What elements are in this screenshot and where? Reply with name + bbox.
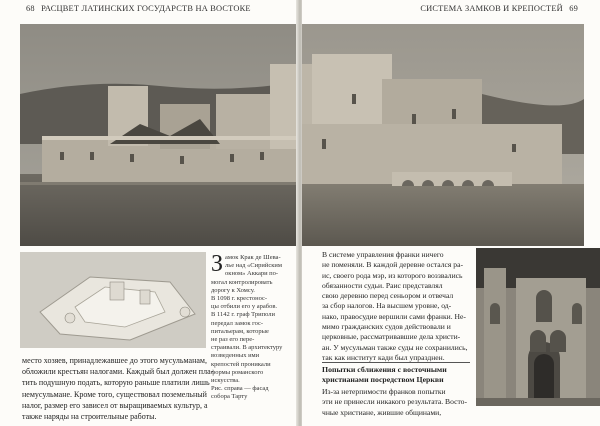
body-line: обложили крестьян налогами. Каждый был должен пла- — [22, 367, 214, 377]
caption-line: искусства. — [211, 377, 240, 385]
caption-line: цы отбили его у арабов. — [211, 303, 278, 311]
left-body-text — [22, 355, 292, 422]
caption-line: окном» Аккари по- — [225, 270, 279, 278]
body-line: ис, своего рода мэр, из которого воззвались — [322, 270, 463, 280]
heading-line: Попытки сближения с восточными — [322, 365, 447, 374]
body-line: тить подушную подать, которую раньше платили лишь — [22, 378, 210, 388]
body-line: ан. У мусульман также суды не сохранились, — [322, 342, 468, 352]
right-page-number: 69 — [569, 4, 578, 13]
body-line: немусульмане. Кроме того, существовал поземельный — [22, 389, 207, 399]
body-line: также наряды на строительные работы. — [22, 412, 157, 422]
caption-line: не раз его пере- — [211, 336, 255, 344]
right-running-title: СИСТЕМА ЗАМКОВ И КРЕПОСТЕЙ — [420, 4, 563, 13]
left-page — [0, 0, 298, 426]
right-body-text — [322, 250, 470, 363]
body-line: мимо гражданских судов действовали и — [322, 322, 451, 332]
heading-line: христианами посредством Церкви — [322, 375, 444, 384]
caption-line: передал замок гос- — [211, 319, 264, 327]
body-line: налог, размер его зависел от выращиваемых культур, а — [22, 400, 208, 410]
castle-photo-right — [302, 24, 584, 246]
body-line: церковные, рассматривавшие дела христи- — [322, 332, 461, 342]
body-line: эти не принесли никакого результата. Восто- — [322, 397, 467, 407]
left-running-title: РАСЦВЕТ ЛАТИНСКИХ ГОСУДАРСТВ НА ВОСТОКЕ — [41, 4, 251, 13]
caption-line: В 1098 г. крестонос- — [211, 295, 268, 303]
caption-line: страивали. В архитектуру — [211, 344, 283, 352]
caption-line: собора Тарту — [211, 393, 248, 401]
body-line: свою деревню перед сеньором и отвечал — [322, 291, 454, 301]
body-line: не поменяли. В каждой деревне остался ра- — [322, 260, 463, 270]
castle-photo-left — [20, 24, 298, 246]
body-line: за сбор налогов. На высшем уровне, од- — [322, 301, 452, 311]
caption-drop-cap: З — [211, 251, 224, 277]
castle-model-photo — [20, 252, 206, 348]
right-page — [302, 0, 600, 426]
body-line: В системе управления франки ничего — [322, 250, 444, 259]
section-heading — [322, 362, 470, 385]
caption-line: могал контролировать — [211, 278, 273, 286]
left-running-head — [22, 4, 251, 13]
caption-line: амок Крак де Шева- — [225, 254, 281, 261]
left-page-number: 68 — [26, 4, 35, 13]
church-facade-photo — [476, 248, 600, 406]
right-body-text-2 — [322, 387, 470, 418]
caption-line: формы романского — [211, 368, 264, 376]
right-running-head — [420, 4, 582, 13]
caption-line: питальерам, которые — [211, 327, 269, 335]
caption-line: возведенных ими — [211, 352, 260, 360]
body-line: обязанности судьи. Раис представлял — [322, 280, 443, 290]
caption-line: Рис. справа — фасад — [211, 385, 269, 393]
body-line: Из-за нетерпимости франков попытки — [322, 387, 446, 396]
body-line: так как институт кади был упразднен. — [322, 352, 445, 362]
caption-line: лье над «Сирийским — [225, 262, 282, 270]
body-line: место хозяев, принадлежавшее до этого мусульманам, — [22, 356, 207, 365]
caption-line: крепостей проникали — [211, 360, 271, 368]
body-line: чные христиане, жившие общинами, — [322, 407, 442, 417]
body-line: нако, правосудие вершили сами франки. Не- — [322, 311, 466, 321]
caption-line: В 1142 г. граф Триполи — [211, 311, 275, 319]
caption-line: дорогу к Хомсу. — [211, 286, 255, 294]
